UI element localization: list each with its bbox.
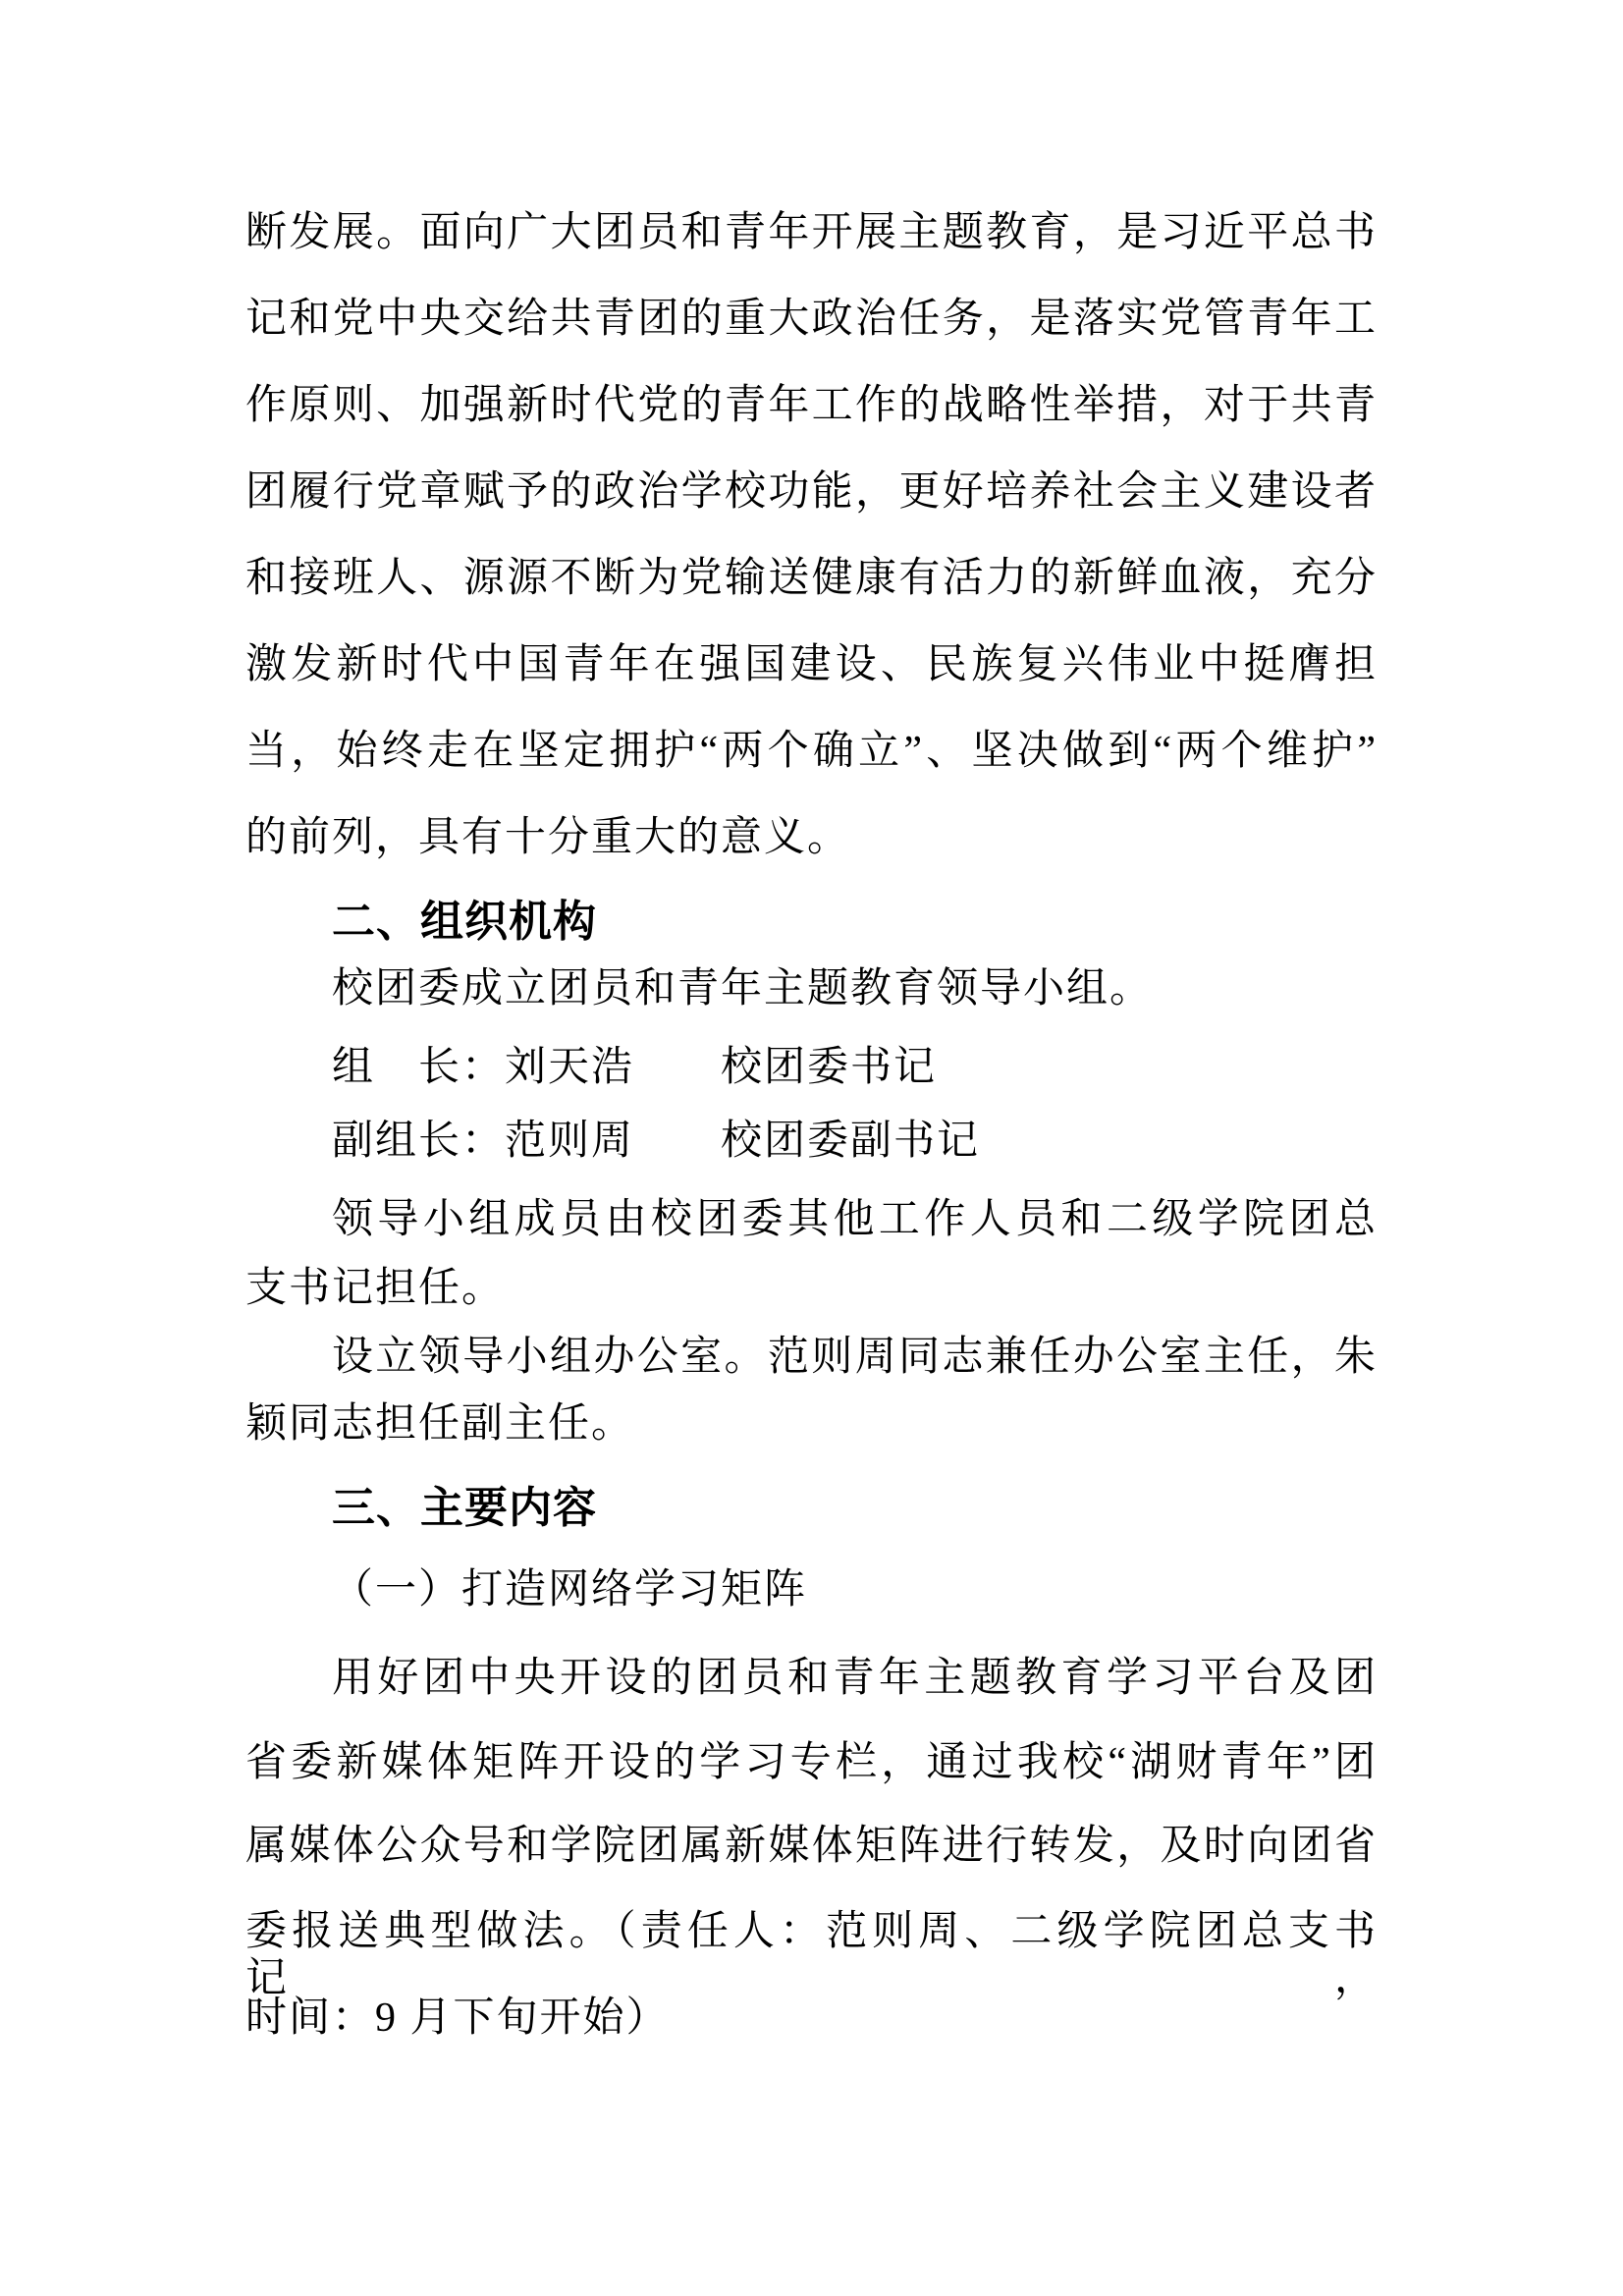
body-line: 团履行党章赋予的政治学校功能，更好培养社会主义建设者 <box>245 469 1378 515</box>
body-line: 支书记担任。 <box>245 1266 506 1311</box>
subsection-3-1-heading: （一）打造网络学习矩阵 <box>332 1567 808 1613</box>
section-2-heading: 二、组织机构 <box>332 898 597 946</box>
responsibility-note: （责任人：范则周、二级学院团总支书记， <box>245 1909 1378 2002</box>
body-line: 记和党中央交给共青团的重大政治任务，是落实党管青年工 <box>245 297 1378 342</box>
body-line: 属媒体公众号和学院团属新媒体矩阵进行转发，及时向团省 <box>245 1824 1378 1869</box>
body-line: 领导小组成员由校团委其他工作人员和二级学院团总 <box>332 1197 1378 1242</box>
body-line: 当，始终走在坚定拥护“两个确立”、坚决做到“两个维护” <box>245 729 1378 774</box>
body-line: 省委新媒体矩阵开设的学习专栏，通过我校“湖财青年”团 <box>245 1740 1378 1785</box>
body-line: 激发新时代中国青年在强国建设、民族复兴伟业中挺膺担 <box>245 642 1378 687</box>
body-line: 校团委成立团员和青年主题教育领导小组。 <box>332 966 1154 1011</box>
deputy-leader-line: 副组长：范则周 校团委副书记 <box>332 1119 981 1164</box>
body-line: 和接班人、源源不断为党输送健康有活力的新鲜血液，充分 <box>245 556 1378 601</box>
body-line: 作原则、加强新时代党的青年工作的战略性举措，对于共青 <box>245 383 1378 428</box>
responsibility-line <box>245 1908 1378 2003</box>
body-line: 的前列，具有十分重大的意义。 <box>245 815 851 860</box>
section-3-heading: 三、主要内容 <box>332 1484 597 1532</box>
body-line: 用好团中央开设的团员和青年主题教育学习平台及团 <box>332 1656 1378 1701</box>
body-text: 委报送典型做法。 <box>245 1909 616 1954</box>
time-note: 时间：9 月下旬开始） <box>245 1995 670 2041</box>
body-line: 断发展。面向广大团员和青年开展主题教育，是习近平总书 <box>245 210 1378 255</box>
group-leader-line: 组 长：刘天浩 校团委书记 <box>332 1045 938 1090</box>
body-line: 设立领导小组办公室。范则周同志兼任办公室主任，朱 <box>332 1335 1378 1380</box>
body-line: 颖同志担任副主任。 <box>245 1401 635 1447</box>
